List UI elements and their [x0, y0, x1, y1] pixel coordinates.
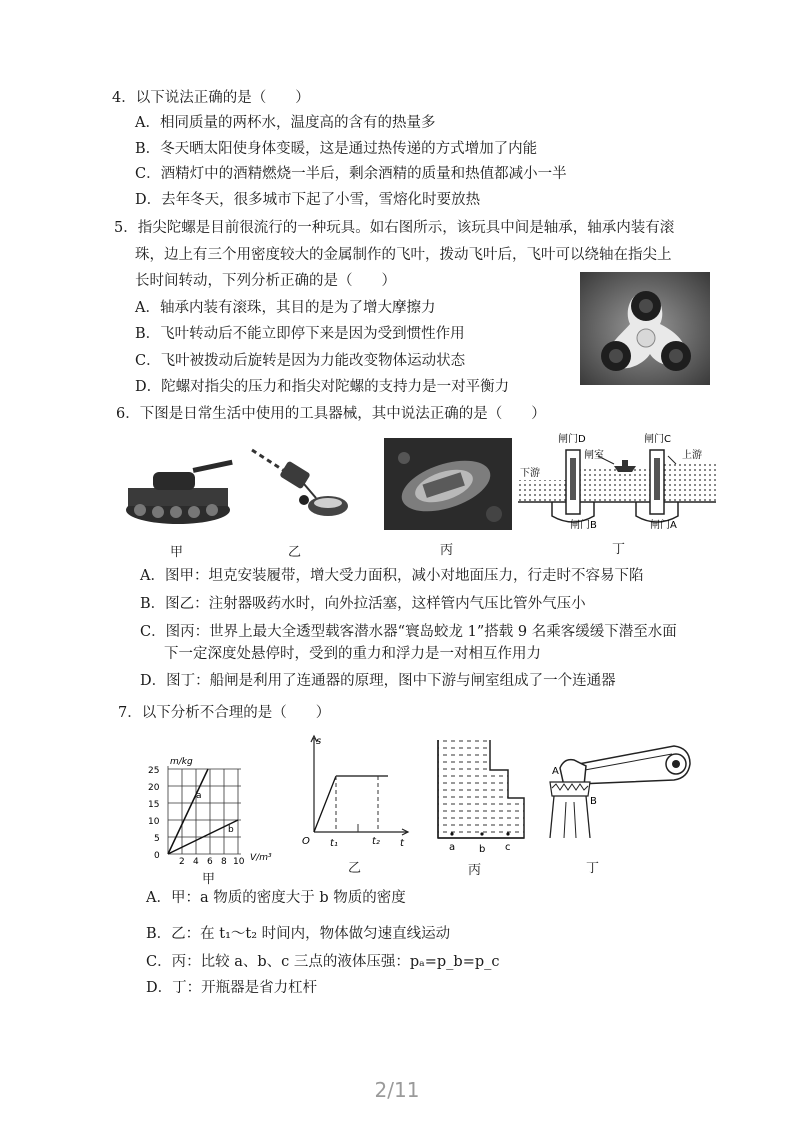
q7-caption-yi: 乙	[348, 861, 362, 876]
label-downstream: 下游	[520, 468, 540, 479]
ytick-5: 5	[154, 834, 160, 844]
ytick-10: 10	[148, 817, 160, 827]
syringe-figure	[244, 440, 356, 530]
xtick-2: 2	[179, 857, 185, 864]
q5-stem-line-1: 5．指尖陀螺是目前很流行的一种玩具。如右图所示，该玩具中间是轴承，轴承内装有滚	[114, 220, 675, 236]
xtick-10: 10	[233, 857, 245, 864]
label-gate-a: 闸门A	[650, 520, 677, 531]
q7-caption-bing: 丙	[468, 863, 482, 878]
q4-option-d: D．去年冬天，很多城市下起了小雪，雪熔化时要放热	[135, 192, 481, 208]
point-b: b	[479, 844, 486, 854]
q5-option-c: C．飞叶被拨动后旋转是因为力能改变物体运动状态	[135, 353, 466, 369]
q5-option-b: B．飞叶转动后不能立即停下来是因为受到惯性作用	[135, 326, 465, 342]
q6-stem: 6．下图是日常生活中使用的工具器械，其中说法正确的是（ ）	[116, 406, 546, 422]
point-a: a	[449, 842, 456, 853]
q5-stem-line-2: 珠，边上有三个用密度较大的金属制作的飞叶，拨动飞叶后，飞叶可以绕轴在指尖上	[135, 247, 672, 263]
q7-option-a: A．甲：a 物质的密度大于 b 物质的密度	[146, 890, 406, 906]
distance-time-graph	[300, 732, 412, 850]
q6-caption-bing: 丙	[440, 543, 454, 558]
ytick-15: 15	[148, 800, 160, 810]
q7-stem: 7．以下分析不合理的是（ ）	[118, 705, 331, 721]
ytick-25: 25	[148, 766, 160, 776]
label-gate-d: 闸门D	[558, 434, 586, 445]
xtick-6: 6	[207, 857, 213, 864]
xtick-4: 4	[193, 857, 199, 864]
q6-option-c-cont: 下一定深度处悬停时，受到的重力和浮力是一对相互作用力	[164, 646, 541, 662]
graph-yi-xlabel: t	[400, 838, 404, 849]
page-number: 2/11	[374, 1078, 420, 1102]
tank-figure	[118, 440, 240, 530]
point-A: A	[552, 766, 559, 777]
q4-option-c: C．酒精灯中的酒精燃烧一半后，剩余酒精的质量和热值都减小一半	[135, 166, 567, 182]
q7-option-b: B．乙：在 t₁～t₂ 时间内，物体做匀速直线运动	[146, 926, 451, 942]
label-chamber: 闸室	[584, 450, 604, 461]
q6-option-b: B．图乙：注射器吸药水时，向外拉活塞，这样管内气压比管外气压小	[140, 596, 586, 612]
q7-option-d: D．丁：开瓶器是省力杠杆	[146, 980, 318, 996]
point-c: c	[505, 842, 511, 853]
ytick-0: 0	[154, 851, 160, 861]
label-gate-b: 闸门B	[570, 520, 597, 531]
q6-option-d: D．图丁：船闸是利用了连通器的原理，图中下游与闸室组成了一个连通器	[140, 673, 616, 689]
q4-option-a: A．相同质量的两杯水，温度高的含有的热量多	[135, 115, 436, 131]
label-upstream: 上游	[682, 450, 702, 461]
bottle-opener-figure	[544, 742, 694, 842]
q5-option-d: D．陀螺对指尖的压力和指尖对陀螺的支持力是一对平衡力	[135, 379, 510, 395]
q5-option-a: A．轴承内装有滚珠，其目的是为了增大摩擦力	[135, 300, 436, 316]
line-b-label: b	[228, 825, 234, 835]
point-B: B	[590, 796, 597, 807]
stepped-container-figure	[434, 738, 530, 854]
graph-jia-xlabel: V/m³	[250, 853, 272, 863]
label-gate-c: 闸门C	[644, 434, 671, 445]
graph-jia-ylabel: m/kg	[170, 757, 193, 767]
q7-caption-ding: 丁	[586, 861, 600, 876]
graph-yi-origin: O	[302, 836, 310, 847]
graph-yi-t2: t₂	[372, 836, 380, 847]
q7-option-c: C．丙：比较 a、b、c 三点的液体压强：pₐ=p_b=p_c	[146, 954, 500, 970]
ytick-20: 20	[148, 783, 160, 793]
q6-option-c: C．图丙：世界上最大全透型载客潜水器“寰岛蛟龙 1”搭载 9 名乘客缓缓下潜至水面	[140, 624, 677, 640]
q4-stem: 4．以下说法正确的是（ ）	[112, 90, 310, 106]
q6-caption-jia: 甲	[170, 545, 184, 560]
q7-caption-jia: 甲	[202, 872, 216, 887]
submersible-photo	[384, 438, 512, 530]
q6-caption-ding: 丁	[612, 542, 626, 557]
graph-yi-ylabel: s	[316, 736, 322, 747]
ship-lock-diagram	[518, 428, 716, 532]
q6-option-a: A．图甲：坦克安装履带，增大受力面积，减小对地面压力，行走时不容易下陷	[140, 568, 644, 584]
q6-caption-yi: 乙	[288, 545, 302, 560]
q5-stem-line-3: 长时间转动，下列分析正确的是（ ）	[135, 273, 396, 289]
graph-yi-t1: t₁	[330, 838, 338, 849]
mass-volume-graph	[146, 754, 272, 864]
xtick-8: 8	[221, 857, 227, 864]
fidget-spinner-photo	[580, 272, 710, 385]
line-a-label: a	[196, 791, 202, 801]
q4-option-b: B．冬天晒太阳使身体变暖，这是通过热传递的方式增加了内能	[135, 141, 538, 157]
